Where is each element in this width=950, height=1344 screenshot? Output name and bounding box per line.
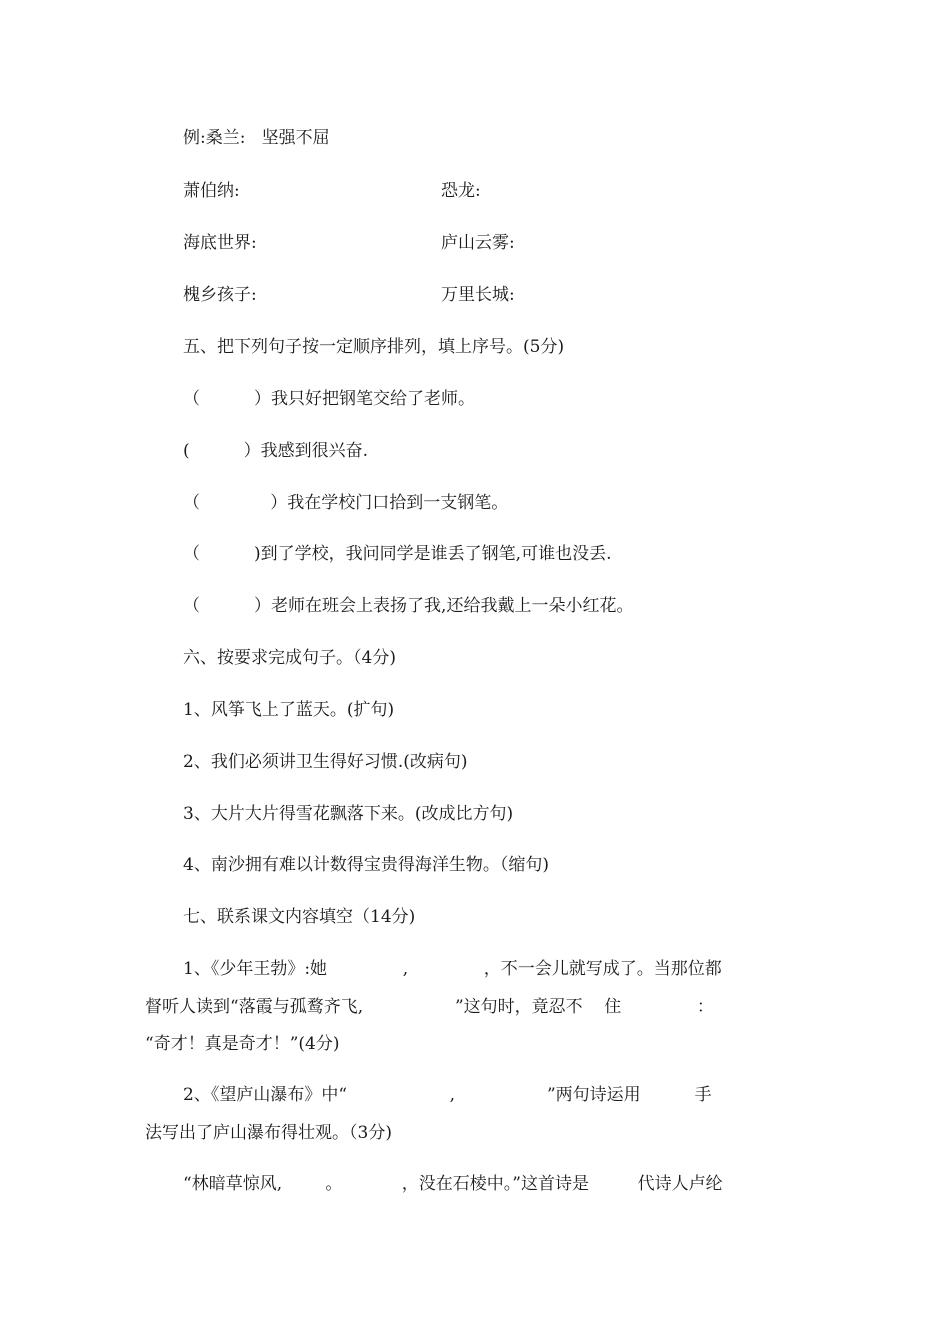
section7-q1-line1: 1、《少年王勃》:她 , ，不一会儿就写成了。当那位都 — [183, 959, 722, 979]
section6-item-4: 4、南沙拥有难以计数得宝贵得海洋生物。（缩句) — [183, 855, 549, 875]
section7-q2-line1: 2、《望庐山瀑布》中“ , ”两句诗运用 手 — [183, 1085, 712, 1105]
section5-item-2: ( ）我感到很兴奋. — [183, 441, 369, 461]
pair-haidishijie: 海底世界: — [183, 233, 257, 253]
section6-heading: 六、按要求完成句子。（4分) — [183, 648, 396, 668]
section7-q3-line1: “林暗草惊风, 。 ，没在石棱中。”这首诗是 代诗人卢纶 — [183, 1174, 723, 1194]
pair-lushanyunwu: 庐山云雾: — [441, 233, 515, 253]
section6-item-3: 3、大片大片得雪花飘落下来。(改成比方句) — [183, 804, 514, 824]
pair-xiaobona: 萧伯纳: — [183, 181, 240, 201]
section6-item-1: 1、风筝飞上了蓝天。(扩句) — [183, 700, 395, 720]
section5-item-5: （ ）老师在班会上表扬了我,还给我戴上一朵小红花。 — [183, 596, 634, 616]
section5-item-1: （ ）我只好把钢笔交给了老师。 — [183, 389, 476, 409]
pair-huaixiang: 槐乡孩子: — [183, 285, 257, 305]
section7-q2-line2: 法写出了庐山瀑布得壮观。（3分) — [145, 1123, 392, 1143]
section6-item-2: 2、我们必须讲卫生得好习惯.(改病句) — [183, 752, 468, 772]
example-pair: 例:桑兰: 坚强不屈 — [183, 128, 330, 148]
section7-q1-line3: “奇才！真是奇才！”(4分) — [145, 1034, 340, 1054]
pair-konglong: 恐龙: — [441, 181, 481, 201]
section5-heading: 五、把下列句子按一定顺序排列，填上序号。(5分) — [183, 337, 565, 357]
section7-q1-line2: 督听人读到“落霞与孤鹜齐飞, ”这句时，竟忍不 住 ： — [145, 997, 714, 1017]
pair-wanlichangcheng: 万里长城: — [441, 285, 515, 305]
section7-heading: 七、联系课文内容填空（14分) — [183, 907, 416, 927]
section5-item-3: （ ）我在学校门口拾到一支钢笔。 — [183, 493, 509, 513]
section5-item-4: （ )到了学校，我问同学是谁丢了钢笔,可谁也没丢. — [183, 544, 612, 564]
